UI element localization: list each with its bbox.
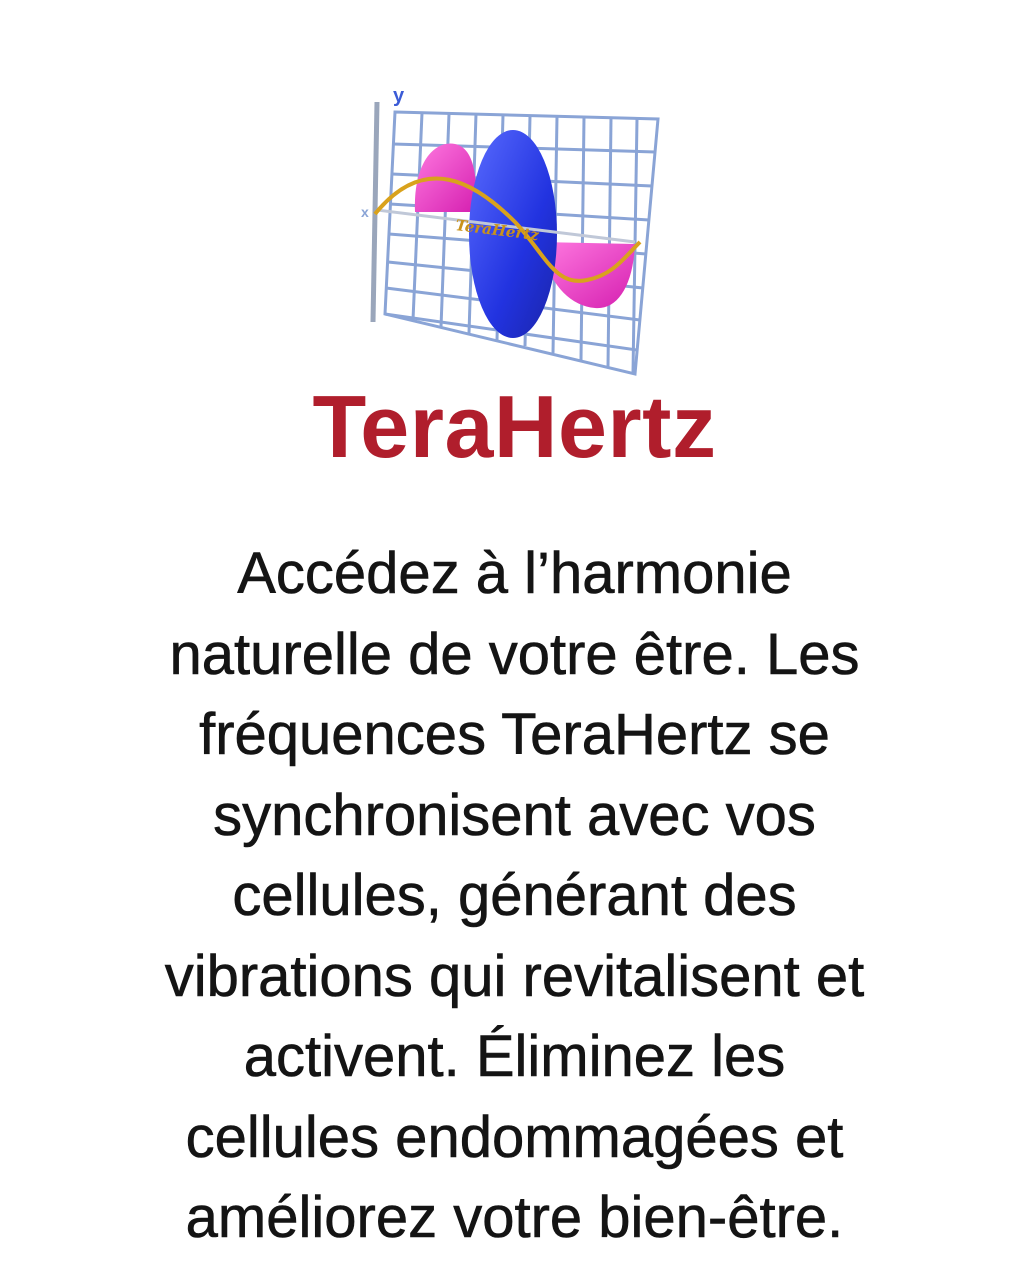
description-line: activent. Éliminez les xyxy=(243,1024,786,1089)
description xyxy=(60,534,969,1259)
logo-axis-x: x xyxy=(361,204,369,220)
page-title: TeraHertz xyxy=(312,377,717,476)
terahertz-logo xyxy=(355,82,665,382)
description-line: naturelle de votre être. Les xyxy=(169,621,860,687)
description-line: fréquences TeraHertz se xyxy=(199,702,830,767)
terahertz-wave-graph-icon xyxy=(355,82,665,382)
description-line: Accédez à l’harmonie xyxy=(237,541,792,606)
logo-axis-y: y xyxy=(393,85,405,107)
description-line: synchronisent avec vos xyxy=(213,782,816,848)
description-line: vibrations qui revitalisent et xyxy=(164,943,865,1009)
description-line: cellules, générant des xyxy=(232,863,797,928)
logo-wave-label: TeraHertz xyxy=(454,216,540,245)
description-line: cellules endommagées et xyxy=(185,1104,844,1170)
description-line: améliorez votre bien-être. xyxy=(185,1185,844,1250)
